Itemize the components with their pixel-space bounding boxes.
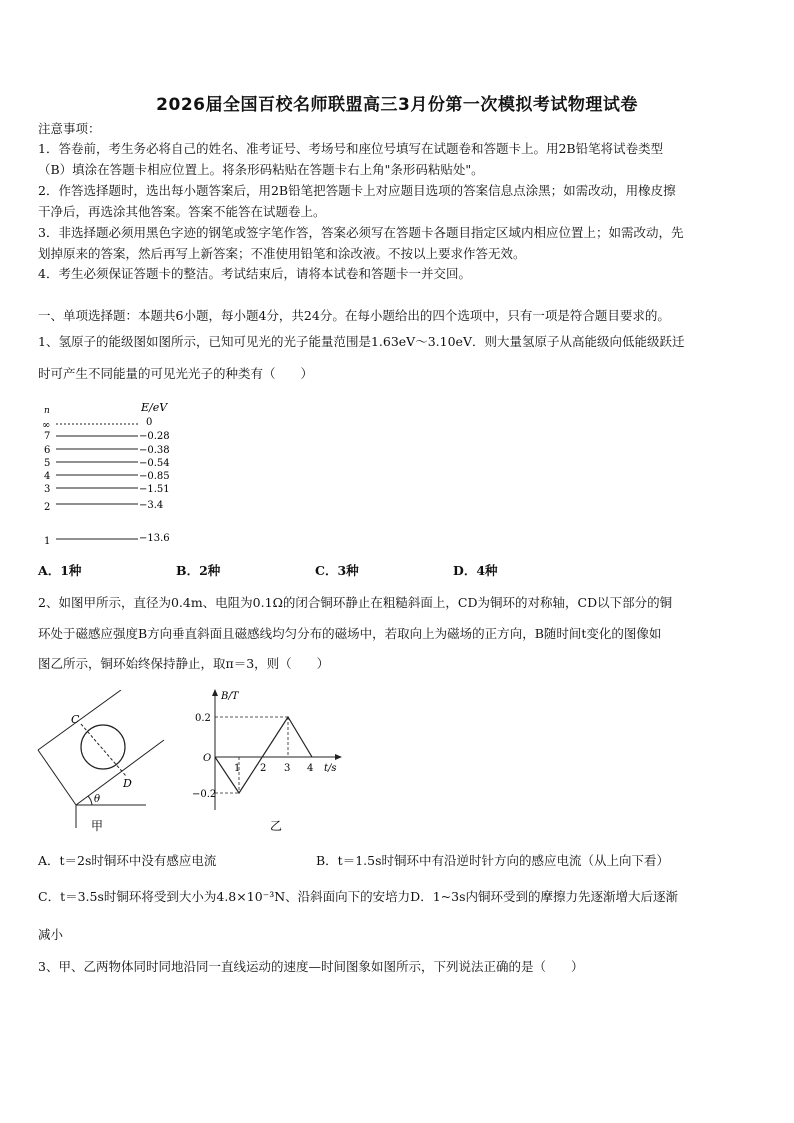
level-n-4: 4 (44, 471, 51, 482)
notice-line-7: 4．考生必须保证答题卡的整洁。考试结束后，请将本试卷和答题卡一并交回。 (38, 266, 471, 281)
notice-line-5: 3．非选择题必须用黑色字迹的钢笔或签字笔作答，答案必须写在答题卡各题目指定区域内相应位置上；如需改动，先 (38, 225, 684, 240)
q1-option-d: D．4种 (453, 563, 498, 578)
incline-upper-edge (38, 690, 121, 750)
notice-line-3: 2．作答选择题时，选出每小题答案后，用2B铅笔把答题卡上对应题目选项的答案信息点涂黑；如需改动，用橡皮擦 (38, 183, 676, 198)
label-theta: θ (94, 794, 101, 805)
q1-option-b: B．2种 (176, 563, 221, 578)
q2-stem-line-1: 2、如图甲所示，直径为0.4m、电阻为0.1Ω的闭合铜环静止在粗糙斜面上，CD为铜环的对称轴，CD以下部分的铜 (38, 595, 673, 610)
y-tick-pos: 0.2 (195, 713, 211, 724)
q2-option-b: B．t＝1.5s时铜环中有沿逆时针方向的感应电流（从上向下看） (316, 853, 670, 868)
q1-stem-line-1: 1、氢原子的能级图如图所示，已知可见光的光子能量范围是1.63eV～3.10eV．则大量氢原子从高能级向低能级跃迁 (38, 334, 685, 349)
notice-line-2: （B）填涂在答题卡相应位置上。将条形码粘贴在答题卡右上角"条形码粘贴处"。 (38, 162, 484, 177)
level-e-2: −3.4 (139, 500, 164, 511)
energy-level-diagram (38, 395, 198, 550)
e-axis-label: E/eV (141, 401, 168, 414)
notice-line-1: 1．答卷前，考生务必将自己的姓名、准考证号、考场号和座位号填写在试题卷和答题卡上。用2B铅笔将试卷类型 (38, 141, 664, 156)
notice-heading: 注意事项： (38, 121, 101, 136)
notice-line-4: 干净后，再选涂其他答案。答案不能答在试题卷上。 (38, 204, 326, 219)
x-tick-1: 1 (234, 763, 241, 774)
b-t-curve (215, 717, 312, 793)
q1-stem-line-2: 时可产生不同能量的可见光光子的种类有（ ） (38, 366, 314, 381)
level-n-2: 2 (44, 502, 51, 513)
label-c: C (71, 713, 80, 726)
level-n-1: 1 (44, 536, 51, 547)
q2-option-c-d: C．t＝3.5s时铜环将受到大小为4.8×10⁻³N、沿斜面向下的安培力D．1~3s内铜环受到的摩擦力先逐渐增大后逐渐 (38, 889, 679, 904)
b-axis-arrow (212, 689, 218, 696)
q1-option-c: C．3种 (315, 563, 359, 578)
level-e-1: −13.6 (139, 533, 170, 544)
t-axis-label: t/s (324, 763, 337, 774)
q2-option-d-cont: 减小 (38, 927, 64, 942)
level-n-inf: ∞ (42, 420, 51, 431)
level-n-3: 3 (44, 484, 51, 495)
y-tick-neg: −0.2 (192, 789, 217, 800)
b-axis-label: B/T (221, 691, 239, 702)
q2-stem-line-3: 图乙所示，铜环始终保持静止，取π＝3，则（ ） (38, 656, 330, 671)
level-n-6: 6 (44, 445, 51, 456)
q2-option-a: A．t＝2s时铜环中没有感应电流 (38, 853, 217, 868)
level-e-5: −0.54 (139, 458, 170, 469)
level-e-7: −0.28 (139, 431, 170, 442)
x-tick-2: 2 (260, 763, 267, 774)
origin-label: O (203, 753, 212, 764)
level-e-4: −0.85 (139, 471, 170, 482)
t-axis-arrow (335, 754, 342, 760)
incline-lower-edge (76, 740, 164, 805)
q2-stem-line-2: 环处于磁感应强度B方向垂直斜面且磁感线均匀分布的磁场中，若取向上为磁场的正方向，B随时间t变化的图像如 (38, 626, 662, 641)
level-n-7: 7 (44, 431, 51, 442)
q3-stem: 3、甲、乙两物体同时同地沿同一直线运动的速度—时间图象如图所示，下列说法正确的是（ ） (38, 959, 584, 974)
figure-yi-bt-graph (190, 685, 350, 835)
x-tick-3: 3 (284, 763, 291, 774)
x-tick-4: 4 (307, 763, 314, 774)
level-n-5: 5 (44, 458, 51, 469)
incline-left-edge (38, 750, 76, 805)
caption-yi: 乙 (270, 819, 283, 833)
section-heading: 一、单项选择题：本题共6小题，每小题4分，共24分。在每小题给出的四个选项中，只有一项是符合题目要求的。 (38, 308, 670, 323)
notice-line-6: 划掉原来的答案，然后再写上新答案；不准使用铅笔和涂改液。不按以上要求作答无效。 (38, 246, 526, 261)
level-e-6: −0.38 (139, 445, 170, 456)
n-axis-label: n (44, 406, 50, 416)
figure-jia (36, 690, 171, 835)
page-title: 2026届全国百校名师联盟高三3月份第一次模拟考试物理试卷 (156, 95, 638, 115)
level-e-3: −1.51 (139, 484, 170, 495)
angle-arc (88, 796, 92, 805)
q1-option-a: A．1种 (38, 563, 82, 578)
caption-jia: 甲 (91, 819, 104, 833)
level-e-inf: 0 (146, 417, 153, 428)
label-d: D (123, 777, 132, 790)
